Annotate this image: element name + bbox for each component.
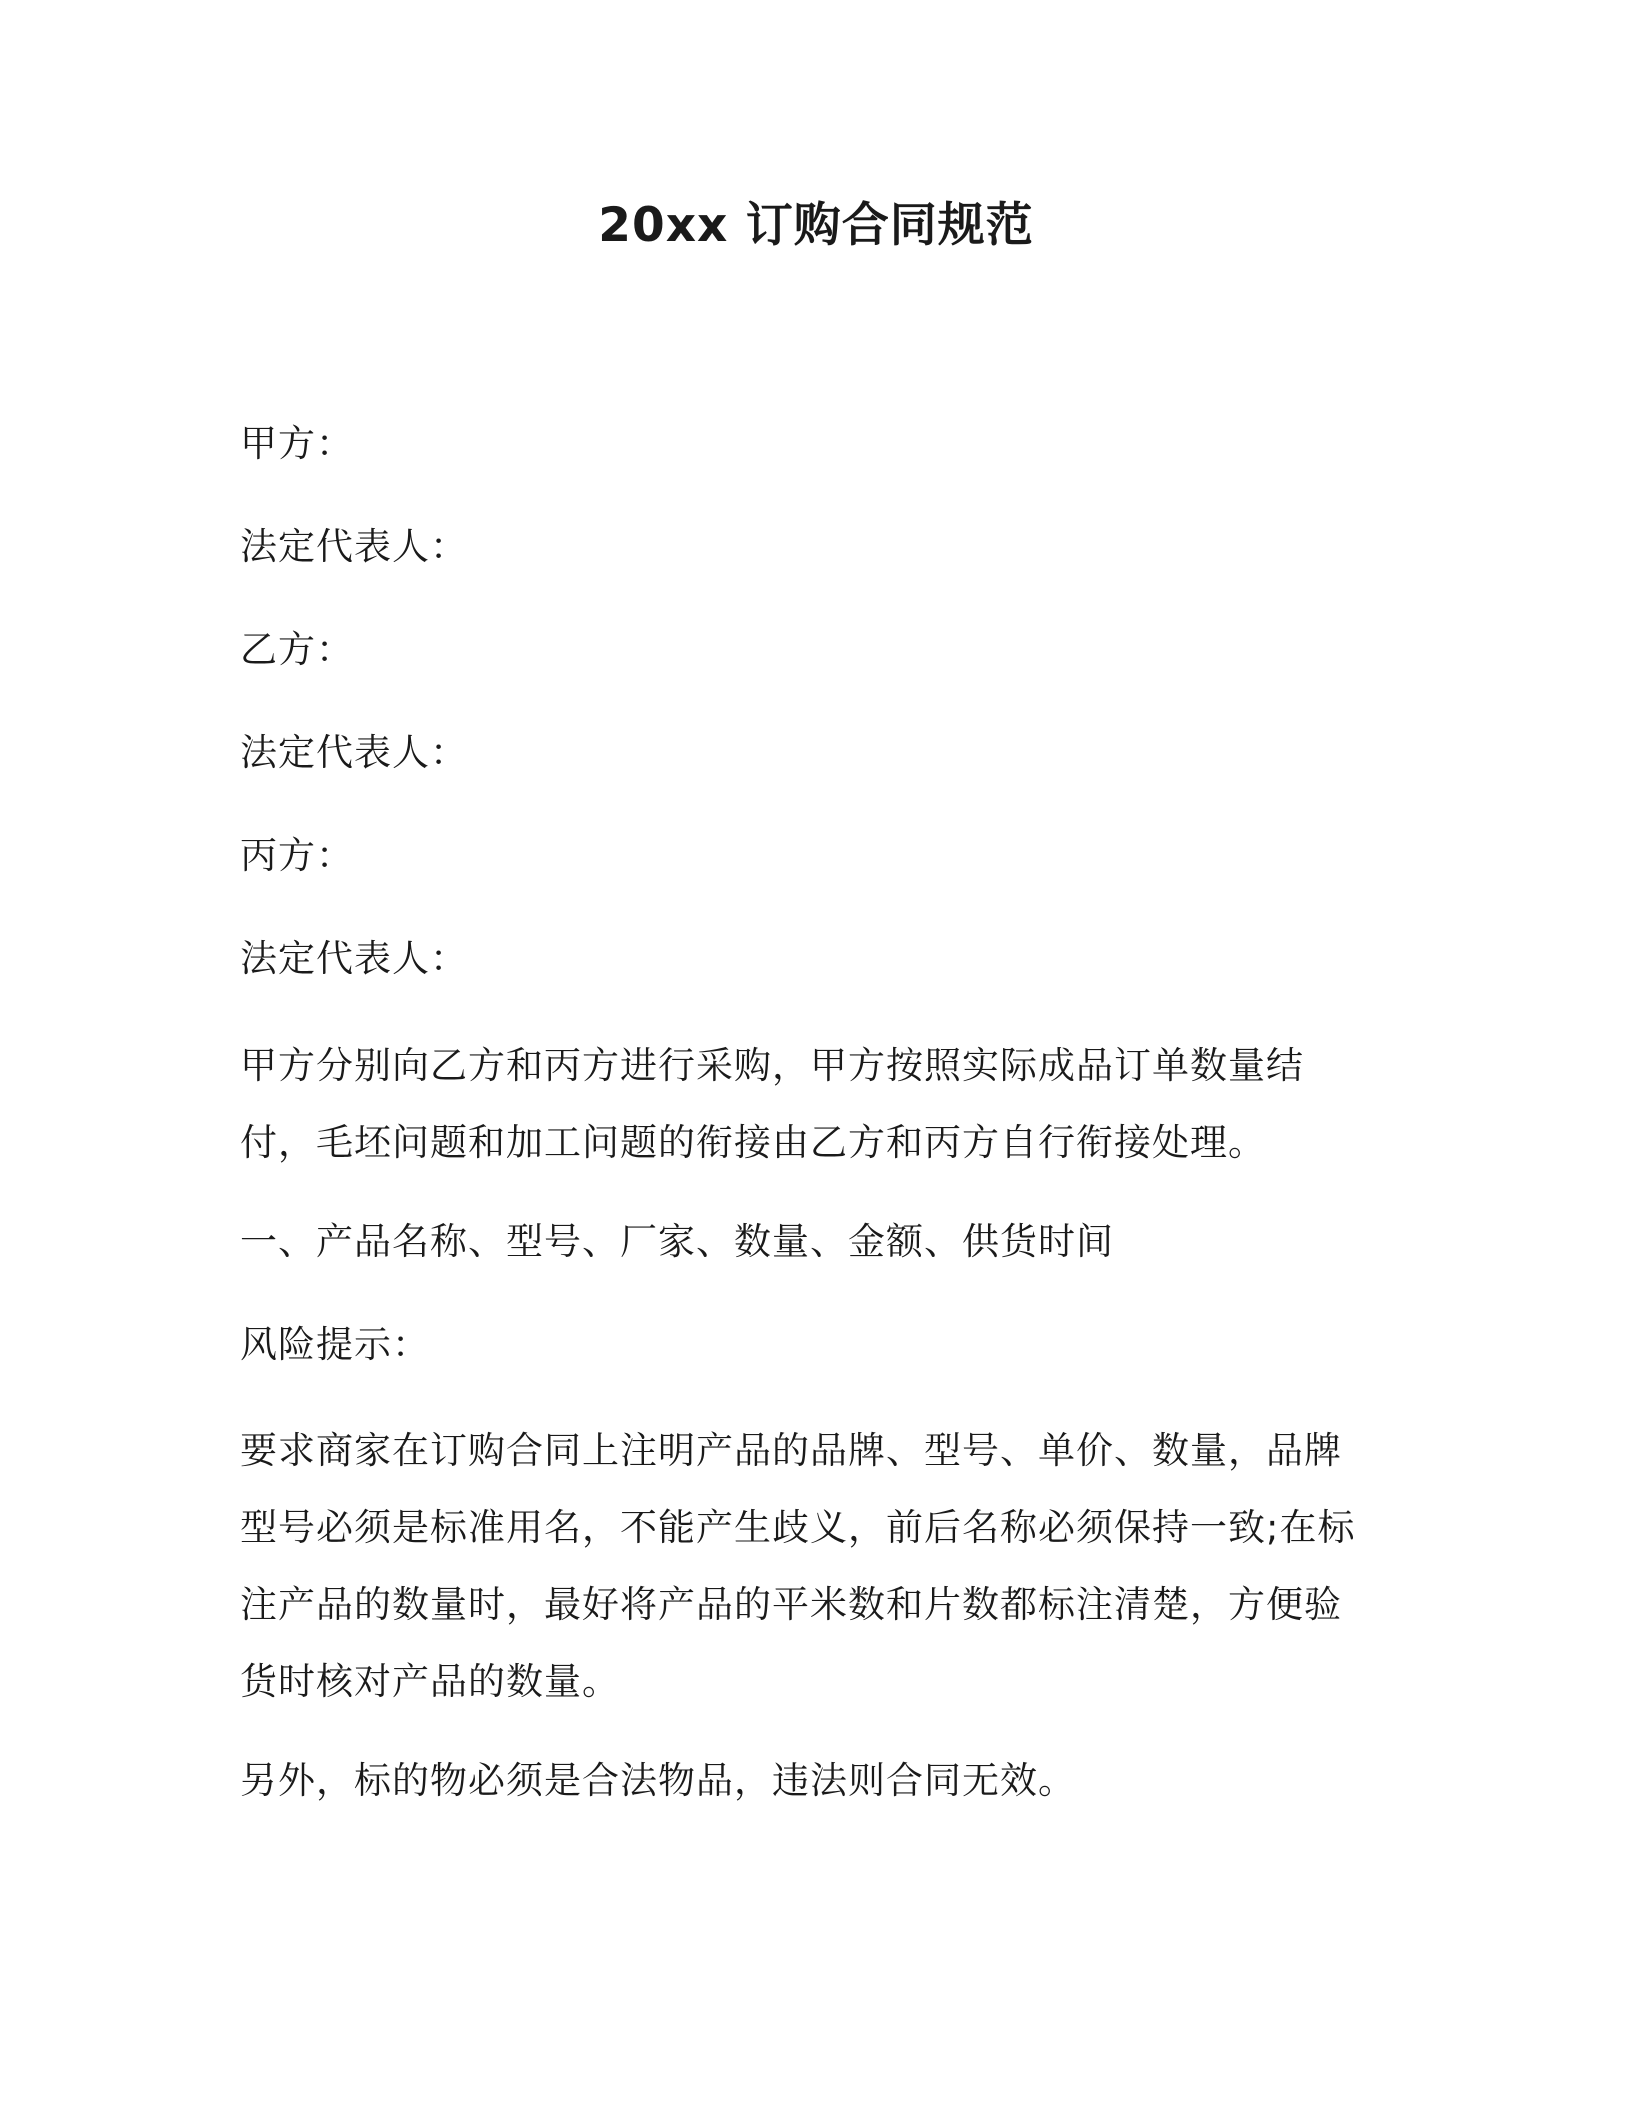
- party-a-representative-label: 法定代表人：: [240, 525, 468, 568]
- additional-notice-paragraph: 另外，标的物必须是合法物品，违法则合同无效。: [240, 1759, 1076, 1802]
- section-1-heading: 一、产品名称、型号、厂家、数量、金额、供货时间: [240, 1220, 1114, 1263]
- document-title: 20xx 订购合同规范: [598, 198, 1034, 253]
- party-b-representative-label: 法定代表人：: [240, 731, 468, 774]
- intro-paragraph: 甲方分别向乙方和丙方进行采购，甲方按照实际成品订单数量结付，毛坯问题和加工问题的衔接由乙方和丙方自行衔接处理。: [240, 1044, 1304, 1164]
- party-a-label: 甲方：: [240, 422, 354, 465]
- party-b-label: 乙方：: [240, 628, 354, 671]
- risk-notice-label: 风险提示：: [240, 1323, 430, 1366]
- party-c-representative-label: 法定代表人：: [240, 937, 468, 980]
- party-c-label: 丙方：: [240, 834, 354, 877]
- risk-notice-paragraph: 要求商家在订购合同上注明产品的品牌、型号、单价、数量，品牌型号必须是标准用名，不能产生歧义，前后名称必须保持一致;在标注产品的数量时，最好将产品的平米数和片数都标注清楚，方便验货时核对产品的数量。: [240, 1429, 1356, 1703]
